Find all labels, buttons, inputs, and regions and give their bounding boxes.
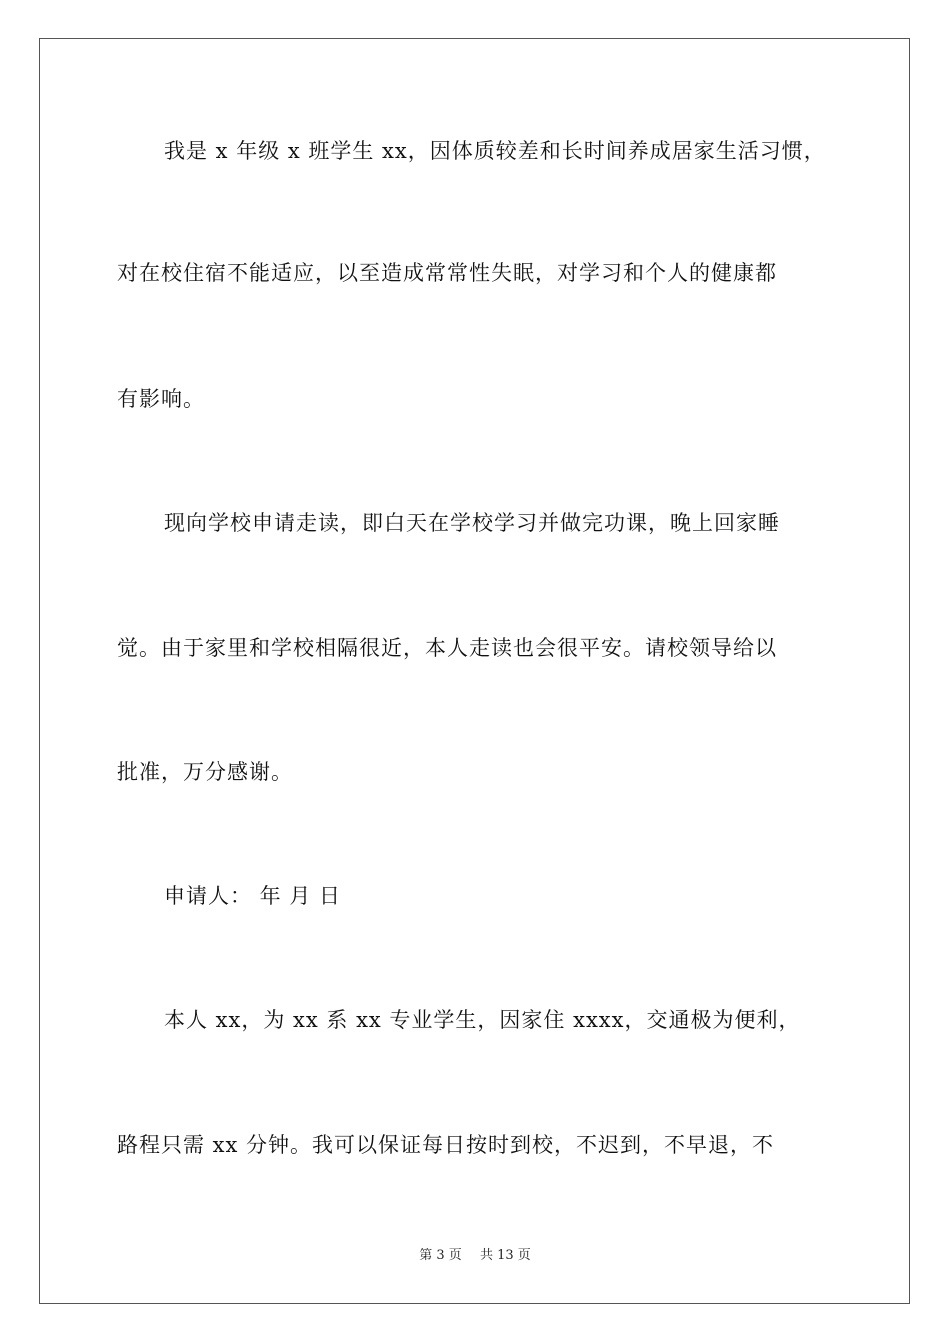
page-frame <box>39 38 910 1304</box>
signature-line: 申请人： 年 月 日 <box>164 884 342 908</box>
paragraph-2-line-2: 觉。由于家里和学校相隔很近，本人走读也会很平安。请校领导给以 <box>117 636 777 660</box>
paragraph-2-line-3: 批准，万分感谢。 <box>117 760 293 784</box>
paragraph-1-line-1: 我是 x 年级 x 班学生 xx，因体质较差和长时间养成居家生活习惯， <box>164 139 826 163</box>
paragraph-1-line-3: 有影响。 <box>117 387 205 411</box>
paragraph-1-line-2: 对在校住宿不能适应，以至造成常常性失眠，对学习和个人的健康都 <box>117 261 777 285</box>
paragraph-3-line-2: 路程只需 xx 分钟。我可以保证每日按时到校，不迟到，不早退，不 <box>117 1133 775 1157</box>
paragraph-3-line-1: 本人 xx，为 xx 系 xx 专业学生，因家住 xxxx，交通极为便利， <box>164 1008 801 1032</box>
page-number: 第 3 页 <box>419 1248 462 1263</box>
paragraph-2-line-1: 现向学校申请走读，即白天在学校学习并做完功课，晚上回家睡 <box>164 511 780 535</box>
total-pages: 共 13 页 <box>479 1248 531 1263</box>
page-footer <box>0 1247 950 1265</box>
